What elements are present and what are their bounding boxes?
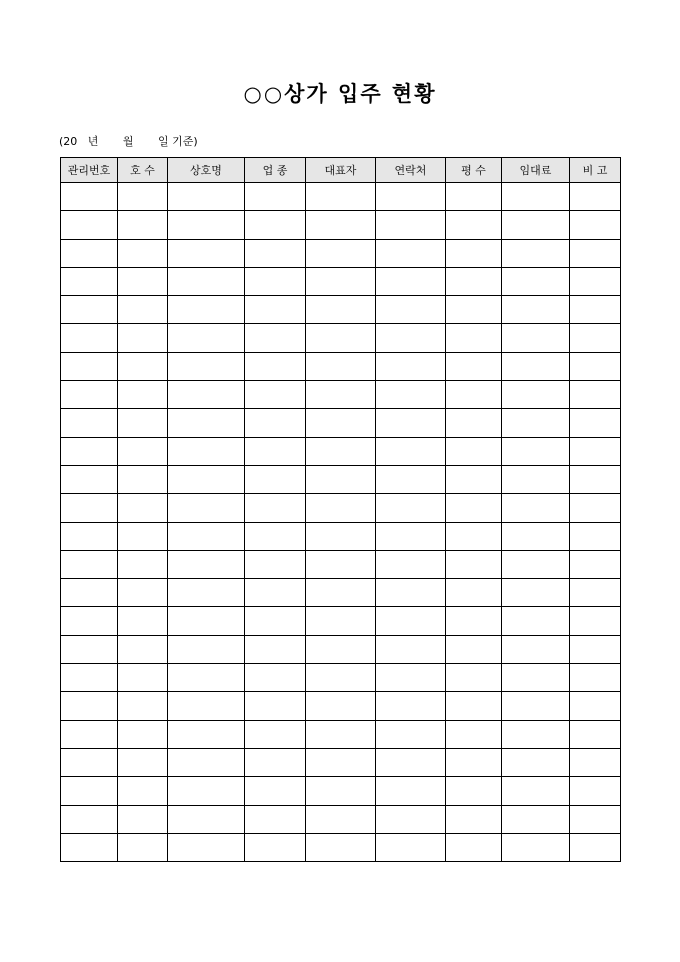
cell-representative[interactable] — [306, 748, 376, 776]
cell-floor-area[interactable] — [446, 635, 502, 663]
cell-business-type[interactable] — [245, 267, 306, 295]
cell-business-name[interactable] — [168, 183, 245, 211]
cell-remarks[interactable] — [570, 465, 621, 493]
cell-rent[interactable] — [502, 777, 570, 805]
cell-remarks[interactable] — [570, 267, 621, 295]
cell-remarks[interactable] — [570, 664, 621, 692]
cell-remarks[interactable] — [570, 296, 621, 324]
table-row — [61, 635, 621, 663]
cell-contact[interactable] — [376, 805, 446, 833]
cell-business-type[interactable] — [245, 211, 306, 239]
cell-business-name[interactable] — [168, 720, 245, 748]
cell-business-type[interactable] — [245, 748, 306, 776]
cell-management-number[interactable] — [61, 664, 118, 692]
cell-management-number[interactable] — [61, 720, 118, 748]
cell-business-type[interactable] — [245, 352, 306, 380]
cell-contact[interactable] — [376, 267, 446, 295]
cell-business-name[interactable] — [168, 777, 245, 805]
page-title: ○○상가 입주 현황 — [243, 81, 437, 106]
cell-representative[interactable] — [306, 267, 376, 295]
cell-floor-area[interactable] — [446, 522, 502, 550]
cell-remarks[interactable] — [570, 720, 621, 748]
header-rent: 임대료 — [502, 158, 570, 183]
cell-floor-area[interactable] — [446, 550, 502, 578]
cell-management-number[interactable] — [61, 692, 118, 720]
cell-management-number[interactable] — [61, 381, 118, 409]
cell-management-number[interactable] — [61, 409, 118, 437]
table-row — [61, 437, 621, 465]
cell-management-number[interactable] — [61, 607, 118, 635]
cell-remarks[interactable] — [570, 324, 621, 352]
cell-business-name[interactable] — [168, 805, 245, 833]
cell-unit-number[interactable] — [118, 720, 168, 748]
cell-rent[interactable] — [502, 211, 570, 239]
header-unit-number: 호 수 — [118, 158, 168, 183]
cell-unit-number[interactable] — [118, 550, 168, 578]
cell-business-name[interactable] — [168, 324, 245, 352]
cell-representative[interactable] — [306, 522, 376, 550]
cell-floor-area[interactable] — [446, 352, 502, 380]
cell-business-name[interactable] — [168, 352, 245, 380]
table-row — [61, 550, 621, 578]
cell-business-name[interactable] — [168, 267, 245, 295]
header-remarks: 비 고 — [570, 158, 621, 183]
cell-business-name[interactable] — [168, 381, 245, 409]
cell-remarks[interactable] — [570, 607, 621, 635]
cell-rent[interactable] — [502, 267, 570, 295]
reference-date-line: (20 년 월 일 기준) — [59, 135, 198, 148]
cell-remarks[interactable] — [570, 352, 621, 380]
table-row — [61, 296, 621, 324]
cell-unit-number[interactable] — [118, 324, 168, 352]
cell-contact[interactable] — [376, 664, 446, 692]
cell-unit-number[interactable] — [118, 692, 168, 720]
cell-management-number[interactable] — [61, 239, 118, 267]
cell-rent[interactable] — [502, 607, 570, 635]
cell-unit-number[interactable] — [118, 805, 168, 833]
cell-business-name[interactable] — [168, 494, 245, 522]
table-row — [61, 833, 621, 861]
cell-management-number[interactable] — [61, 437, 118, 465]
cell-remarks[interactable] — [570, 437, 621, 465]
cell-unit-number[interactable] — [118, 211, 168, 239]
cell-rent[interactable] — [502, 324, 570, 352]
cell-rent[interactable] — [502, 409, 570, 437]
cell-management-number[interactable] — [61, 748, 118, 776]
table-row — [61, 381, 621, 409]
cell-rent[interactable] — [502, 296, 570, 324]
cell-contact[interactable] — [376, 494, 446, 522]
cell-rent[interactable] — [502, 579, 570, 607]
cell-floor-area[interactable] — [446, 579, 502, 607]
cell-contact[interactable] — [376, 748, 446, 776]
cell-floor-area[interactable] — [446, 777, 502, 805]
cell-rent[interactable] — [502, 381, 570, 409]
cell-business-type[interactable] — [245, 324, 306, 352]
cell-contact[interactable] — [376, 183, 446, 211]
cell-representative[interactable] — [306, 437, 376, 465]
cell-remarks[interactable] — [570, 183, 621, 211]
table-row — [61, 607, 621, 635]
table-row — [61, 324, 621, 352]
table-header-row — [61, 158, 621, 183]
cell-floor-area[interactable] — [446, 381, 502, 409]
cell-floor-area[interactable] — [446, 296, 502, 324]
cell-rent[interactable] — [502, 183, 570, 211]
cell-contact[interactable] — [376, 211, 446, 239]
cell-business-name[interactable] — [168, 748, 245, 776]
cell-floor-area[interactable] — [446, 465, 502, 493]
cell-management-number[interactable] — [61, 777, 118, 805]
cell-contact[interactable] — [376, 352, 446, 380]
cell-business-name[interactable] — [168, 296, 245, 324]
cell-business-type[interactable] — [245, 635, 306, 663]
cell-representative[interactable] — [306, 239, 376, 267]
cell-representative[interactable] — [306, 409, 376, 437]
header-business-name: 상호명 — [168, 158, 245, 183]
cell-representative[interactable] — [306, 805, 376, 833]
cell-unit-number[interactable] — [118, 183, 168, 211]
cell-business-name[interactable] — [168, 833, 245, 861]
cell-contact[interactable] — [376, 692, 446, 720]
cell-contact[interactable] — [376, 777, 446, 805]
cell-representative[interactable] — [306, 777, 376, 805]
cell-remarks[interactable] — [570, 692, 621, 720]
table-row — [61, 579, 621, 607]
cell-management-number[interactable] — [61, 183, 118, 211]
cell-contact[interactable] — [376, 550, 446, 578]
cell-rent[interactable] — [502, 550, 570, 578]
cell-floor-area[interactable] — [446, 692, 502, 720]
cell-representative[interactable] — [306, 635, 376, 663]
cell-contact[interactable] — [376, 437, 446, 465]
cell-business-name[interactable] — [168, 239, 245, 267]
table-row — [61, 211, 621, 239]
cell-business-name[interactable] — [168, 635, 245, 663]
cell-unit-number[interactable] — [118, 748, 168, 776]
cell-remarks[interactable] — [570, 550, 621, 578]
cell-remarks[interactable] — [570, 522, 621, 550]
cell-business-type[interactable] — [245, 494, 306, 522]
cell-contact[interactable] — [376, 296, 446, 324]
cell-contact[interactable] — [376, 324, 446, 352]
cell-contact[interactable] — [376, 833, 446, 861]
cell-representative[interactable] — [306, 692, 376, 720]
table-row — [61, 465, 621, 493]
cell-rent[interactable] — [502, 239, 570, 267]
cell-representative[interactable] — [306, 324, 376, 352]
cell-business-type[interactable] — [245, 522, 306, 550]
cell-rent[interactable] — [502, 465, 570, 493]
cell-rent[interactable] — [502, 833, 570, 861]
cell-remarks[interactable] — [570, 409, 621, 437]
cell-unit-number[interactable] — [118, 296, 168, 324]
cell-floor-area[interactable] — [446, 267, 502, 295]
cell-remarks[interactable] — [570, 833, 621, 861]
cell-management-number[interactable] — [61, 352, 118, 380]
cell-floor-area[interactable] — [446, 409, 502, 437]
header-representative: 대표자 — [306, 158, 376, 183]
cell-rent[interactable] — [502, 522, 570, 550]
table-row — [61, 494, 621, 522]
cell-rent[interactable] — [502, 720, 570, 748]
table-row — [61, 692, 621, 720]
cell-business-type[interactable] — [245, 409, 306, 437]
cell-business-name[interactable] — [168, 664, 245, 692]
cell-remarks[interactable] — [570, 239, 621, 267]
cell-business-type[interactable] — [245, 664, 306, 692]
header-business-type: 업 종 — [245, 158, 306, 183]
cell-representative[interactable] — [306, 550, 376, 578]
table-row — [61, 664, 621, 692]
cell-business-name[interactable] — [168, 522, 245, 550]
cell-rent[interactable] — [502, 692, 570, 720]
cell-floor-area[interactable] — [446, 720, 502, 748]
cell-representative[interactable] — [306, 579, 376, 607]
cell-unit-number[interactable] — [118, 352, 168, 380]
cell-management-number[interactable] — [61, 211, 118, 239]
cell-rent[interactable] — [502, 748, 570, 776]
cell-business-name[interactable] — [168, 550, 245, 578]
cell-contact[interactable] — [376, 579, 446, 607]
cell-business-type[interactable] — [245, 720, 306, 748]
cell-business-type[interactable] — [245, 692, 306, 720]
cell-business-type[interactable] — [245, 607, 306, 635]
cell-business-name[interactable] — [168, 692, 245, 720]
cell-floor-area[interactable] — [446, 748, 502, 776]
cell-representative[interactable] — [306, 352, 376, 380]
table-row — [61, 748, 621, 776]
cell-remarks[interactable] — [570, 579, 621, 607]
cell-business-name[interactable] — [168, 409, 245, 437]
cell-remarks[interactable] — [570, 381, 621, 409]
header-contact: 연락처 — [376, 158, 446, 183]
cell-representative[interactable] — [306, 296, 376, 324]
cell-unit-number[interactable] — [118, 522, 168, 550]
cell-unit-number[interactable] — [118, 239, 168, 267]
cell-contact[interactable] — [376, 607, 446, 635]
cell-business-type[interactable] — [245, 183, 306, 211]
table-row — [61, 239, 621, 267]
cell-contact[interactable] — [376, 465, 446, 493]
cell-remarks[interactable] — [570, 211, 621, 239]
cell-business-type[interactable] — [245, 833, 306, 861]
table-row — [61, 805, 621, 833]
cell-representative[interactable] — [306, 465, 376, 493]
cell-representative[interactable] — [306, 720, 376, 748]
cell-unit-number[interactable] — [118, 494, 168, 522]
cell-rent[interactable] — [502, 805, 570, 833]
cell-representative[interactable] — [306, 494, 376, 522]
cell-contact[interactable] — [376, 409, 446, 437]
cell-business-name[interactable] — [168, 437, 245, 465]
cell-floor-area[interactable] — [446, 664, 502, 692]
cell-remarks[interactable] — [570, 635, 621, 663]
table-row — [61, 352, 621, 380]
cell-representative[interactable] — [306, 833, 376, 861]
table-row — [61, 409, 621, 437]
cell-unit-number[interactable] — [118, 267, 168, 295]
cell-management-number[interactable] — [61, 324, 118, 352]
cell-remarks[interactable] — [570, 494, 621, 522]
cell-business-name[interactable] — [168, 579, 245, 607]
cell-contact[interactable] — [376, 522, 446, 550]
cell-floor-area[interactable] — [446, 239, 502, 267]
cell-floor-area[interactable] — [446, 833, 502, 861]
cell-management-number[interactable] — [61, 550, 118, 578]
cell-floor-area[interactable] — [446, 805, 502, 833]
cell-floor-area[interactable] — [446, 494, 502, 522]
cell-unit-number[interactable] — [118, 664, 168, 692]
cell-business-type[interactable] — [245, 465, 306, 493]
cell-remarks[interactable] — [570, 805, 621, 833]
cell-business-name[interactable] — [168, 211, 245, 239]
cell-unit-number[interactable] — [118, 579, 168, 607]
cell-contact[interactable] — [376, 635, 446, 663]
cell-floor-area[interactable] — [446, 324, 502, 352]
cell-remarks[interactable] — [570, 777, 621, 805]
cell-business-type[interactable] — [245, 805, 306, 833]
cell-rent[interactable] — [502, 352, 570, 380]
cell-management-number[interactable] — [61, 579, 118, 607]
cell-floor-area[interactable] — [446, 183, 502, 211]
cell-management-number[interactable] — [61, 296, 118, 324]
table-row — [61, 183, 621, 211]
cell-business-type[interactable] — [245, 437, 306, 465]
cell-representative[interactable] — [306, 183, 376, 211]
cell-business-type[interactable] — [245, 381, 306, 409]
cell-business-type[interactable] — [245, 550, 306, 578]
cell-rent[interactable] — [502, 635, 570, 663]
cell-floor-area[interactable] — [446, 607, 502, 635]
cell-business-type[interactable] — [245, 777, 306, 805]
cell-business-type[interactable] — [245, 579, 306, 607]
cell-unit-number[interactable] — [118, 777, 168, 805]
cell-unit-number[interactable] — [118, 437, 168, 465]
cell-business-type[interactable] — [245, 239, 306, 267]
cell-management-number[interactable] — [61, 635, 118, 663]
cell-unit-number[interactable] — [118, 833, 168, 861]
tenant-status-table — [60, 157, 621, 862]
cell-representative[interactable] — [306, 607, 376, 635]
cell-unit-number[interactable] — [118, 607, 168, 635]
cell-management-number[interactable] — [61, 494, 118, 522]
cell-floor-area[interactable] — [446, 211, 502, 239]
table-row — [61, 267, 621, 295]
header-floor-area: 평 수 — [446, 158, 502, 183]
cell-business-name[interactable] — [168, 465, 245, 493]
table-row — [61, 777, 621, 805]
cell-unit-number[interactable] — [118, 635, 168, 663]
cell-remarks[interactable] — [570, 748, 621, 776]
cell-rent[interactable] — [502, 664, 570, 692]
cell-unit-number[interactable] — [118, 381, 168, 409]
cell-management-number[interactable] — [61, 267, 118, 295]
cell-business-type[interactable] — [245, 296, 306, 324]
cell-representative[interactable] — [306, 381, 376, 409]
cell-rent[interactable] — [502, 437, 570, 465]
cell-contact[interactable] — [376, 239, 446, 267]
cell-rent[interactable] — [502, 494, 570, 522]
table-row — [61, 720, 621, 748]
cell-management-number[interactable] — [61, 522, 118, 550]
cell-representative[interactable] — [306, 664, 376, 692]
cell-management-number[interactable] — [61, 805, 118, 833]
cell-contact[interactable] — [376, 720, 446, 748]
cell-management-number[interactable] — [61, 465, 118, 493]
table-row — [61, 522, 621, 550]
cell-management-number[interactable] — [61, 833, 118, 861]
cell-unit-number[interactable] — [118, 409, 168, 437]
cell-unit-number[interactable] — [118, 465, 168, 493]
cell-representative[interactable] — [306, 211, 376, 239]
cell-business-name[interactable] — [168, 607, 245, 635]
cell-floor-area[interactable] — [446, 437, 502, 465]
cell-contact[interactable] — [376, 381, 446, 409]
header-management-number: 관리번호 — [61, 158, 118, 183]
